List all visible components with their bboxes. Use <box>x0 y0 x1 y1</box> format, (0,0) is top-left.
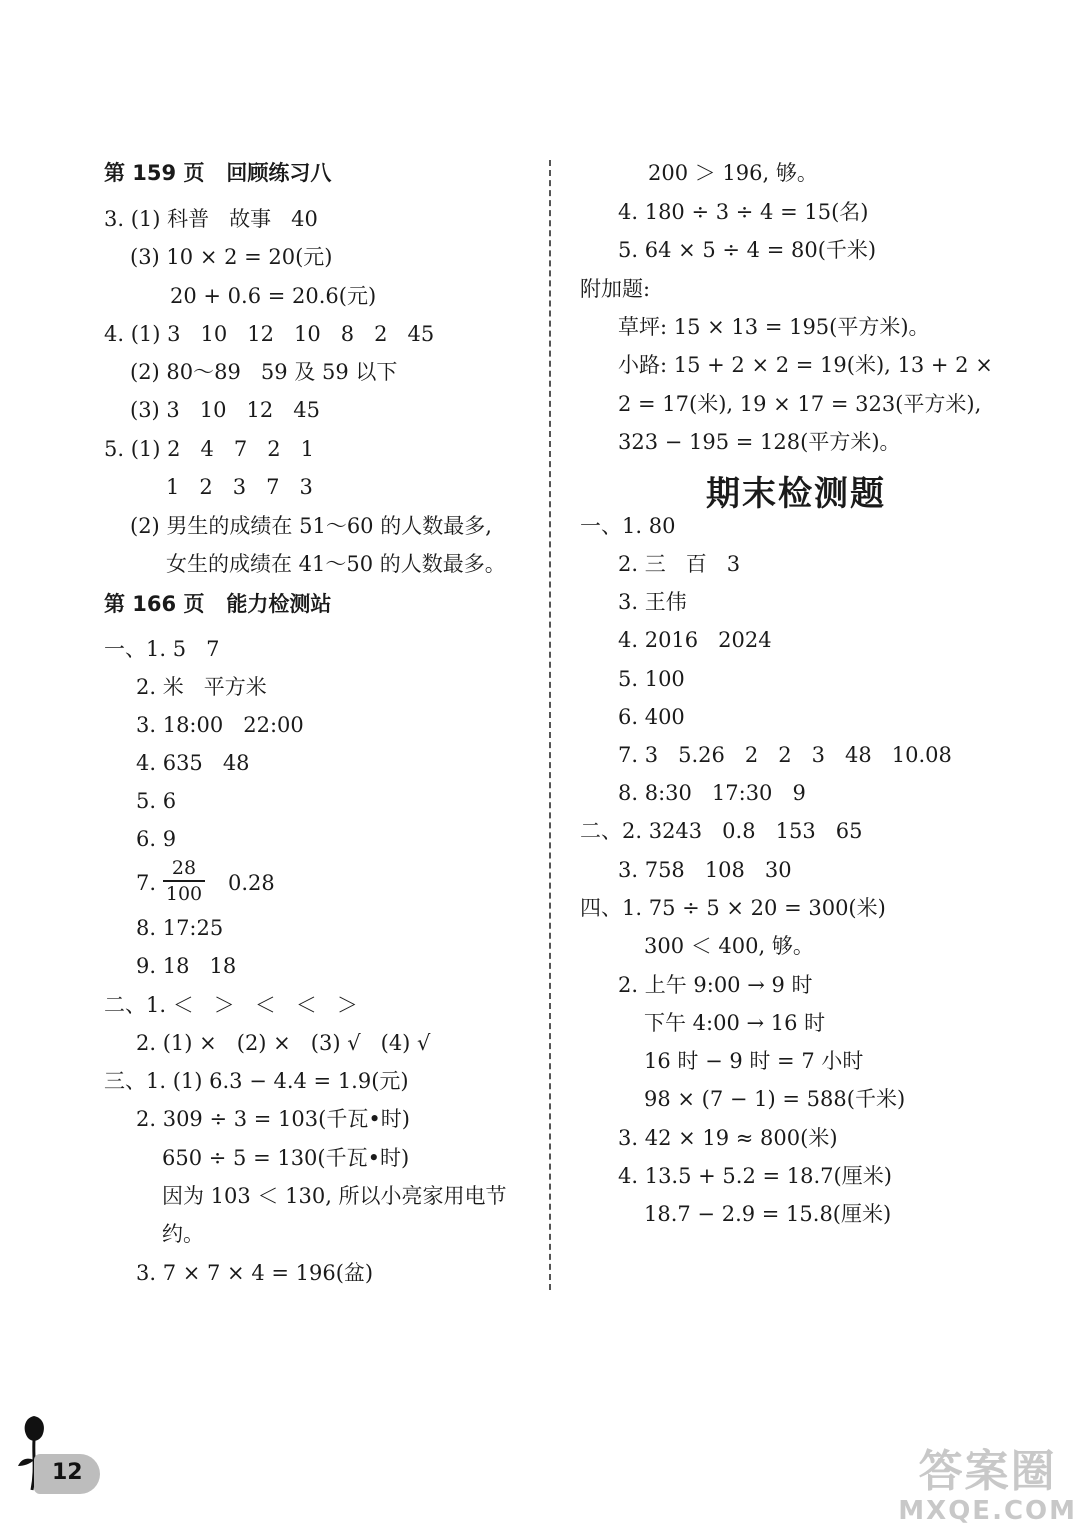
watermark <box>898 1448 1077 1526</box>
answer-line: 4. 13.5 + 5.2 = 18.7(厘米) <box>618 1164 892 1188</box>
answer-line: 四、1. 75 ÷ 5 × 20 = 300(米) <box>580 896 886 920</box>
answer-line: 7. <box>136 871 157 895</box>
exam-title: 期末检测题 <box>706 474 886 514</box>
answer-line: 323 − 195 = 128(平方米)。 <box>618 430 901 454</box>
answer-line: 2 = 17(米), 19 × 17 = 323(平方米), <box>618 392 982 416</box>
answer-line: 2. 米 平方米 <box>136 675 267 699</box>
fraction-denominator: 100 <box>165 883 203 905</box>
answer-line: 6. 400 <box>618 705 685 729</box>
fraction-numerator: 28 <box>171 857 197 879</box>
answer-line: 9. 18 18 <box>136 954 237 978</box>
answer-line: 20 + 0.6 = 20.6(元) <box>170 284 377 308</box>
answer-line: 7. 3 5.26 2 2 3 48 10.08 <box>618 743 952 767</box>
answer-line: 8. 17:25 <box>136 916 224 940</box>
answer-line: 5. (1) 2 4 7 2 1 <box>104 437 315 461</box>
answer-line: 因为 103 ＜ 130, 所以小亮家用电节 <box>162 1184 507 1208</box>
section-heading-159: 第 159 页 回顾练习八 <box>104 161 332 185</box>
answer-line: 4. (1) 3 10 12 10 8 2 45 <box>104 322 435 346</box>
answer-line: 3. 758 108 30 <box>618 858 792 882</box>
answer-line: (3) 3 10 12 45 <box>130 398 321 422</box>
answer-line: 3. 42 × 19 ≈ 800(米) <box>618 1126 838 1150</box>
answer-line: 4. 180 ÷ 3 ÷ 4 = 15(名) <box>618 200 869 224</box>
answer-line: 3. 7 × 7 × 4 = 196(盆) <box>136 1261 374 1285</box>
answer-line: 一、1. 5 7 <box>104 637 220 661</box>
fraction <box>163 857 205 905</box>
answer-line: 下午 4:00 → 16 时 <box>644 1011 826 1035</box>
answer-line: 约。 <box>162 1222 204 1246</box>
answer-line: 6. 9 <box>136 827 177 851</box>
watermark-text: 答案圈 <box>918 1446 1057 1497</box>
answer-line: 2. 309 ÷ 3 = 103(千瓦•时) <box>136 1107 410 1131</box>
answer-line: 16 时 − 9 时 = 7 小时 <box>644 1049 864 1073</box>
page-number: 12 <box>52 1460 83 1485</box>
answer-line: 3. 王伟 <box>618 590 687 614</box>
answer-line: 女生的成绩在 41～50 的人数最多。 <box>166 552 506 576</box>
answer-line: (3) 10 × 2 = 20(元) <box>130 245 333 269</box>
answer-line: 5. 64 × 5 ÷ 4 = 80(千米) <box>618 238 877 262</box>
answer-line: 4. 635 48 <box>136 751 250 775</box>
answer-line: 200 ＞ 196, 够。 <box>648 161 818 185</box>
answer-line: 0.28 <box>228 871 275 895</box>
answer-line: 300 ＜ 400, 够。 <box>644 934 814 958</box>
answer-line: 一、1. 80 <box>580 514 676 538</box>
answer-line: 三、1. (1) 6.3 − 4.4 = 1.9(元) <box>104 1069 409 1093</box>
answer-line: 二、1. ＜ ＞ ＜ ＜ ＞ <box>104 993 358 1017</box>
answer-line: 8. 8:30 17:30 9 <box>618 781 806 805</box>
answer-line: 18.7 − 2.9 = 15.8(厘米) <box>644 1202 892 1226</box>
answer-line: (2) 80～89 59 及 59 以下 <box>130 360 398 384</box>
watermark-url: MXQE.COM <box>898 1496 1077 1526</box>
answer-line: 2. 三 百 3 <box>618 552 741 576</box>
answer-line: 650 ÷ 5 = 130(千瓦•时) <box>162 1146 410 1170</box>
answer-line: 98 × (7 − 1) = 588(千米) <box>644 1087 906 1111</box>
answer-line: 二、2. 3243 0.8 153 65 <box>580 819 863 843</box>
answer-line: 附加题: <box>580 277 651 301</box>
answer-line: 3. (1) 科普 故事 40 <box>104 207 318 231</box>
answer-line: 2. (1) × (2) × (3) √ (4) √ <box>136 1031 431 1055</box>
answer-line: 小路: 15 + 2 × 2 = 19(米), 13 + 2 × <box>618 353 993 377</box>
answer-line: 5. 6 <box>136 789 177 813</box>
section-heading-166: 第 166 页 能力检测站 <box>104 592 332 616</box>
answer-line: 4. 2016 2024 <box>618 628 772 652</box>
answer-line: (2) 男生的成绩在 51～60 的人数最多, <box>130 514 492 538</box>
answer-line: 草坪: 15 × 13 = 195(平方米)。 <box>618 315 930 339</box>
fraction-bar <box>163 880 205 882</box>
column-divider <box>549 160 551 1290</box>
answer-line: 5. 100 <box>618 667 685 691</box>
answer-line: 1 2 3 7 3 <box>166 475 313 499</box>
answer-line: 3. 18:00 22:00 <box>136 713 304 737</box>
answer-line: 2. 上午 9:00 → 9 时 <box>618 973 813 997</box>
